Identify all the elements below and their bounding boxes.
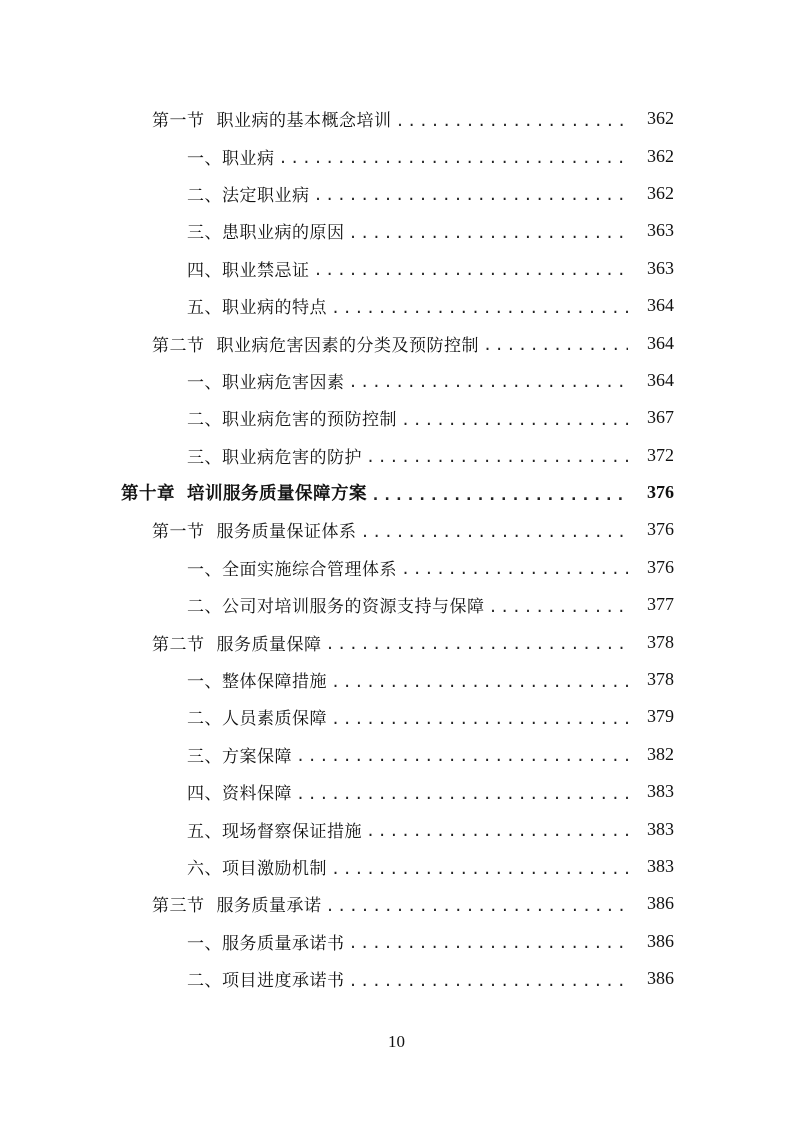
toc-page-number: 376 [647,519,674,540]
toc-entry-label [152,891,322,916]
toc-entry-title: 职业病的特点 [222,298,327,319]
toc-dot-leader [331,710,628,728]
toc-entry-label [187,592,485,617]
toc-entry-title: 人员素质保障 [222,709,327,730]
toc-dot-leader [349,972,629,990]
toc-dot-leader [279,149,629,167]
toc-entry-label [187,256,310,281]
toc-dot-leader [331,860,628,878]
toc-entry-prefix: 一、 [187,933,222,954]
toc-page-number: 362 [647,182,674,203]
toc-page-number: 376 [647,556,674,577]
toc-entry-label [152,331,479,356]
toc-page-number: 367 [647,407,674,428]
toc-page-number: 377 [647,594,674,615]
toc-page-number: 382 [647,743,674,764]
toc-entry-label [187,667,327,692]
toc-subsection-entry[interactable] [0,661,793,698]
toc-entry-title: 服务质量承诺书 [222,933,345,954]
toc-entry-prefix: 二、 [187,709,222,730]
toc-entry-label [187,742,292,767]
toc-entry-title: 患职业病的原因 [222,223,345,244]
toc-page-number: 383 [647,856,674,876]
toc-dot-leader [483,336,628,354]
toc-subsection-entry[interactable] [0,437,793,474]
toc-page-number: 386 [647,893,674,914]
toc-dot-leader [366,448,628,466]
toc-entry-prefix: 第二节 [152,335,205,356]
table-of-contents [0,100,793,997]
toc-page-number: 386 [647,968,674,989]
toc-entry-prefix: 第一节 [152,111,205,132]
toc-entry-label [187,555,397,580]
toc-entry-title: 现场督察保证措施 [222,821,362,842]
toc-dot-leader [331,299,628,317]
toc-subsection-entry[interactable] [0,923,793,960]
toc-entry-label [187,817,362,842]
toc-entry-prefix: 第三节 [152,896,205,917]
toc-entry-label [187,144,275,169]
toc-entry-label [187,218,345,243]
toc-dot-leader [349,224,629,242]
toc-entry-prefix: 二、 [187,971,222,992]
toc-page-number: 372 [647,444,674,465]
toc-entry-label [187,966,345,991]
toc-entry-title: 公司对培训服务的资源支持与保障 [222,597,485,618]
toc-section-entry[interactable] [0,623,793,660]
page-number: 10 [388,1032,405,1051]
toc-entry-prefix: 二、 [187,597,222,618]
toc-section-entry[interactable] [0,885,793,922]
toc-page-number: 379 [647,706,674,727]
toc-dot-leader [314,186,629,204]
toc-entry-prefix: 一、 [187,559,222,580]
toc-entry-title: 培训服务质量保障方案 [187,484,367,505]
toc-dot-leader [326,897,629,915]
toc-subsection-entry[interactable] [0,287,793,324]
toc-dot-leader [366,822,628,840]
toc-dot-leader [401,560,628,578]
toc-entry-title: 项目进度承诺书 [222,971,345,992]
toc-entry-title: 职业病危害的预防控制 [222,410,397,431]
toc-entry-label [152,517,357,542]
toc-section-entry[interactable] [0,511,793,548]
toc-entry-label [152,106,392,131]
toc-dot-leader [401,411,628,429]
toc-entry-label [152,630,322,655]
toc-dot-leader [314,261,629,279]
toc-entry-label [187,779,292,804]
toc-page-number: 376 [647,482,674,503]
toc-entry-label [187,181,310,206]
toc-subsection-entry[interactable] [0,399,793,436]
toc-entry-label [121,480,367,505]
toc-entry-prefix: 四、 [187,784,222,805]
toc-entry-label [187,929,345,954]
toc-dot-leader [331,673,628,691]
toc-entry-title: 服务质量保证体系 [216,522,357,543]
toc-entry-prefix: 二、 [187,185,222,206]
toc-entry-prefix: 四、 [187,260,222,281]
toc-subsection-entry[interactable] [0,250,793,287]
toc-page-number: 386 [647,930,674,951]
toc-entry-label [187,443,362,468]
toc-page-number: 363 [647,257,674,278]
toc-entry-title: 职业病的基本概念培训 [216,111,392,132]
toc-entry-title: 职业病 [222,148,275,169]
toc-entry-title: 服务质量承诺 [216,896,322,917]
toc-dot-leader [349,373,629,391]
toc-dot-leader [489,598,629,616]
toc-subsection-entry[interactable] [0,736,793,773]
toc-entry-prefix: 三、 [187,447,222,468]
toc-chapter-entry[interactable] [0,474,793,511]
toc-subsection-entry[interactable] [0,175,793,212]
toc-subsection-entry[interactable] [0,810,793,847]
toc-entry-title: 项目激励机制 [222,859,327,879]
toc-subsection-entry[interactable] [0,848,793,885]
toc-section-entry[interactable] [0,324,793,361]
toc-entry-prefix: 三、 [187,746,222,767]
toc-entry-title: 整体保障措施 [222,672,327,693]
toc-page-number: 364 [647,369,674,390]
toc-entry-prefix: 一、 [187,148,222,169]
toc-entry-title: 资料保障 [222,784,292,805]
toc-dot-leader [349,934,629,952]
toc-entry-prefix: 六、 [187,859,222,879]
toc-dot-leader [296,747,628,765]
toc-entry-label [187,368,345,393]
toc-entry-prefix: 一、 [187,672,222,693]
toc-page-number: 383 [647,818,674,839]
toc-dot-leader [296,785,628,803]
toc-entry-title: 法定职业病 [222,185,310,206]
toc-entry-title: 全面实施综合管理体系 [222,559,397,580]
toc-dot-leader [371,486,628,504]
toc-page-number: 378 [647,669,674,690]
toc-entry-prefix: 三、 [187,223,222,244]
toc-entry-prefix: 第一节 [152,522,205,543]
toc-subsection-entry[interactable] [0,773,793,810]
toc-entry-prefix: 二、 [187,410,222,431]
toc-subsection-entry[interactable] [0,362,793,399]
toc-entry-label [187,854,327,879]
toc-page-number: 362 [647,145,674,166]
toc-entry-prefix: 五、 [187,298,222,319]
toc-entry-label [187,405,397,430]
toc-page-number: 378 [647,631,674,652]
toc-entry-title: 职业禁忌证 [222,260,310,281]
toc-dot-leader [396,112,629,130]
toc-dot-leader [326,635,629,653]
toc-entry-title: 方案保障 [222,746,292,767]
toc-subsection-entry[interactable] [0,212,793,249]
toc-entry-label [187,704,327,729]
toc-entry-title: 服务质量保障 [216,634,322,655]
toc-entry-title: 职业病危害因素的分类及预防控制 [216,335,479,356]
toc-entry-prefix: 一、 [187,372,222,393]
toc-page-number: 362 [647,108,674,129]
toc-subsection-entry[interactable] [0,549,793,586]
toc-subsection-entry[interactable] [0,960,793,997]
toc-subsection-entry[interactable] [0,586,793,623]
toc-subsection-entry[interactable] [0,698,793,735]
toc-entry-prefix: 第二节 [152,634,205,655]
toc-entry-prefix: 第十章 [121,484,175,505]
toc-dot-leader [361,523,629,541]
toc-entry-title: 职业病危害的防护 [222,447,362,468]
toc-page-number: 383 [647,781,674,802]
toc-entry-prefix: 五、 [187,821,222,842]
toc-entry-label [187,293,327,318]
toc-section-entry[interactable] [0,100,793,137]
toc-page-number: 364 [647,295,674,316]
toc-page-number: 363 [647,220,674,241]
toc-subsection-entry[interactable] [0,137,793,174]
toc-page-number: 364 [647,332,674,353]
toc-entry-title: 职业病危害因素 [222,372,345,393]
